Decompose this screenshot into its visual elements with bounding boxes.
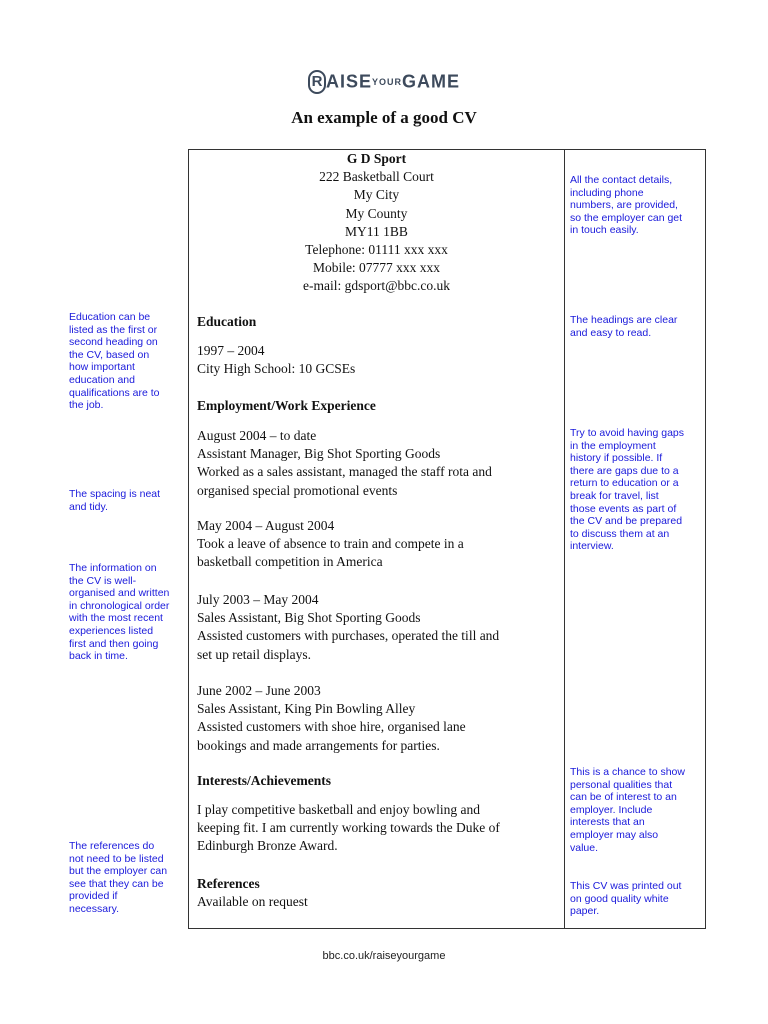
note-line: back in time.: [69, 650, 128, 663]
note-line: the CV, based on: [69, 348, 150, 361]
note-line: The information on: [69, 562, 157, 574]
note-line: but the employer can: [69, 865, 168, 878]
raise-your-game-logo: [0, 70, 768, 94]
contact-block: [189, 150, 564, 296]
logo-text-your: YOUR: [372, 77, 403, 87]
note-line: there are gaps due to a: [570, 464, 679, 477]
education-heading: Education: [197, 314, 257, 329]
job-line: Sales Assistant, Big Shot Sporting Goods: [197, 610, 421, 626]
mobile-line: Mobile: 07777 xxx xxx: [312, 260, 441, 276]
note-line: qualifications are to: [69, 386, 160, 399]
job-entry: [197, 427, 559, 500]
note-line: and easy to read.: [570, 326, 652, 339]
job-line: July 2003 – May 2004: [197, 592, 319, 607]
job-line: Worked as a sales assistant, managed the staff rota and: [197, 464, 492, 480]
logo-text-aise: AISE: [325, 71, 372, 92]
education-entry: [197, 342, 559, 378]
references-heading: References: [197, 876, 260, 891]
education-years: 1997 – 2004: [197, 343, 265, 358]
address-line: My City: [353, 187, 400, 203]
note-line: organised and written: [69, 587, 170, 600]
note-line: education and: [69, 373, 135, 386]
job-line: Assistant Manager, Big Shot Sporting Goods: [197, 446, 441, 462]
address-line: 222 Basketball Court: [319, 169, 434, 185]
job-line: organised special promotional events: [197, 482, 398, 498]
job-line: bookings and made arrangements for parties.: [197, 737, 440, 753]
job-line: August 2004 – to date: [197, 428, 317, 443]
note-line: experiences listed: [69, 624, 154, 637]
page-title: An example of a good CV: [291, 108, 477, 127]
job-entry: [197, 517, 559, 572]
note-paper-quality: [570, 880, 702, 918]
logo-badge: R: [308, 70, 326, 94]
job-line: Assisted customers with shoe hire, organised lane: [197, 719, 466, 735]
candidate-name: G D Sport: [346, 151, 407, 166]
address-line: MY11 1BB: [345, 223, 408, 239]
note-line: numbers, are provided,: [570, 199, 678, 212]
note-line: first and then going: [69, 637, 159, 650]
note-line: The spacing is neat: [69, 488, 161, 500]
note-line: paper.: [570, 905, 600, 918]
note-line: how important: [69, 361, 135, 374]
note-line: can be of interest to an: [570, 791, 677, 804]
note-line: the CV and be prepared: [570, 515, 683, 528]
job-line: set up retail displays.: [197, 646, 311, 662]
note-line: see that they can be: [69, 877, 164, 890]
note-line: with the most recent: [69, 612, 163, 625]
note-line: not need to be listed: [69, 852, 164, 865]
note-contact-details: [570, 174, 702, 237]
job-entry: [197, 591, 559, 664]
note-education-placement: [69, 311, 181, 412]
note-line: the CV is well-: [69, 574, 137, 587]
note-headings: [570, 314, 702, 339]
interests-line: Edinburgh Bronze Award.: [197, 838, 338, 854]
interests-line: keeping fit. I am currently working towards the Duke of: [197, 820, 500, 836]
note-line: the job.: [69, 399, 104, 412]
note-chronological: [69, 562, 181, 663]
note-line: in the employment: [570, 439, 656, 452]
note-line: necessary.: [69, 902, 119, 915]
note-line: and tidy.: [69, 500, 108, 513]
note-line: interests that an: [570, 816, 645, 829]
job-line: Took a leave of absence to train and compete in a: [197, 536, 464, 552]
footer-url: bbc.co.uk/raiseyourgame: [322, 950, 446, 962]
note-line: in touch easily.: [570, 224, 639, 237]
note-line: including phone: [570, 186, 644, 199]
note-line: value.: [570, 841, 599, 854]
note-line: to discuss them at an: [570, 527, 670, 540]
note-line: return to education or a: [570, 477, 679, 490]
note-references: [69, 840, 181, 916]
references-text: Available on request: [197, 894, 308, 909]
note-line: The headings are clear: [570, 314, 678, 326]
job-entry: [197, 682, 559, 755]
note-line: listed as the first or: [69, 323, 158, 336]
logo-text-game: GAME: [402, 71, 461, 92]
job-line: Sales Assistant, King Pin Bowling Alley: [197, 701, 416, 717]
education-school: City High School: 10 GCSEs: [197, 361, 356, 377]
note-spacing: [69, 488, 181, 513]
note-line: Education can be: [69, 311, 151, 323]
telephone-line: Telephone: 01111 xxx xxx: [305, 242, 448, 258]
job-line: June 2002 – June 2003: [197, 683, 321, 698]
email-line: e-mail: gdsport@bbc.co.uk: [302, 278, 451, 294]
address-line: My County: [345, 205, 408, 221]
employment-heading: Employment/Work Experience: [197, 398, 376, 413]
note-line: Try to avoid having gaps: [570, 427, 685, 439]
left-notes-column: [63, 149, 189, 929]
note-employment-gaps: [570, 427, 702, 553]
note-line: break for travel, list: [570, 489, 659, 502]
note-line: employer may also: [570, 828, 659, 841]
note-line: This CV was printed out: [570, 880, 682, 892]
note-line: on good quality white: [570, 892, 669, 905]
note-line: This is a chance to show: [570, 766, 685, 778]
note-line: so the employer can get: [570, 211, 683, 224]
job-line: Assisted customers with purchases, operated the till and: [197, 628, 500, 644]
note-personal-qualities: [570, 766, 702, 854]
interests-heading: Interests/Achievements: [197, 773, 331, 788]
note-line: in chronological order: [69, 599, 170, 612]
note-line: history if possible. If: [570, 452, 663, 465]
note-line: interview.: [570, 540, 614, 553]
interests-text: [197, 801, 559, 856]
note-line: second heading on: [69, 336, 158, 349]
interests-line: I play competitive basketball and enjoy bowling and: [197, 802, 481, 817]
note-line: employer. Include: [570, 803, 653, 816]
note-line: All the contact details,: [570, 174, 673, 186]
note-line: personal qualities that: [570, 778, 673, 791]
job-line: May 2004 – August 2004: [197, 518, 335, 533]
note-line: The references do: [69, 840, 155, 852]
note-line: provided if: [69, 890, 118, 903]
job-line: basketball competition in America: [197, 554, 383, 570]
note-line: those events as part of: [570, 502, 677, 515]
